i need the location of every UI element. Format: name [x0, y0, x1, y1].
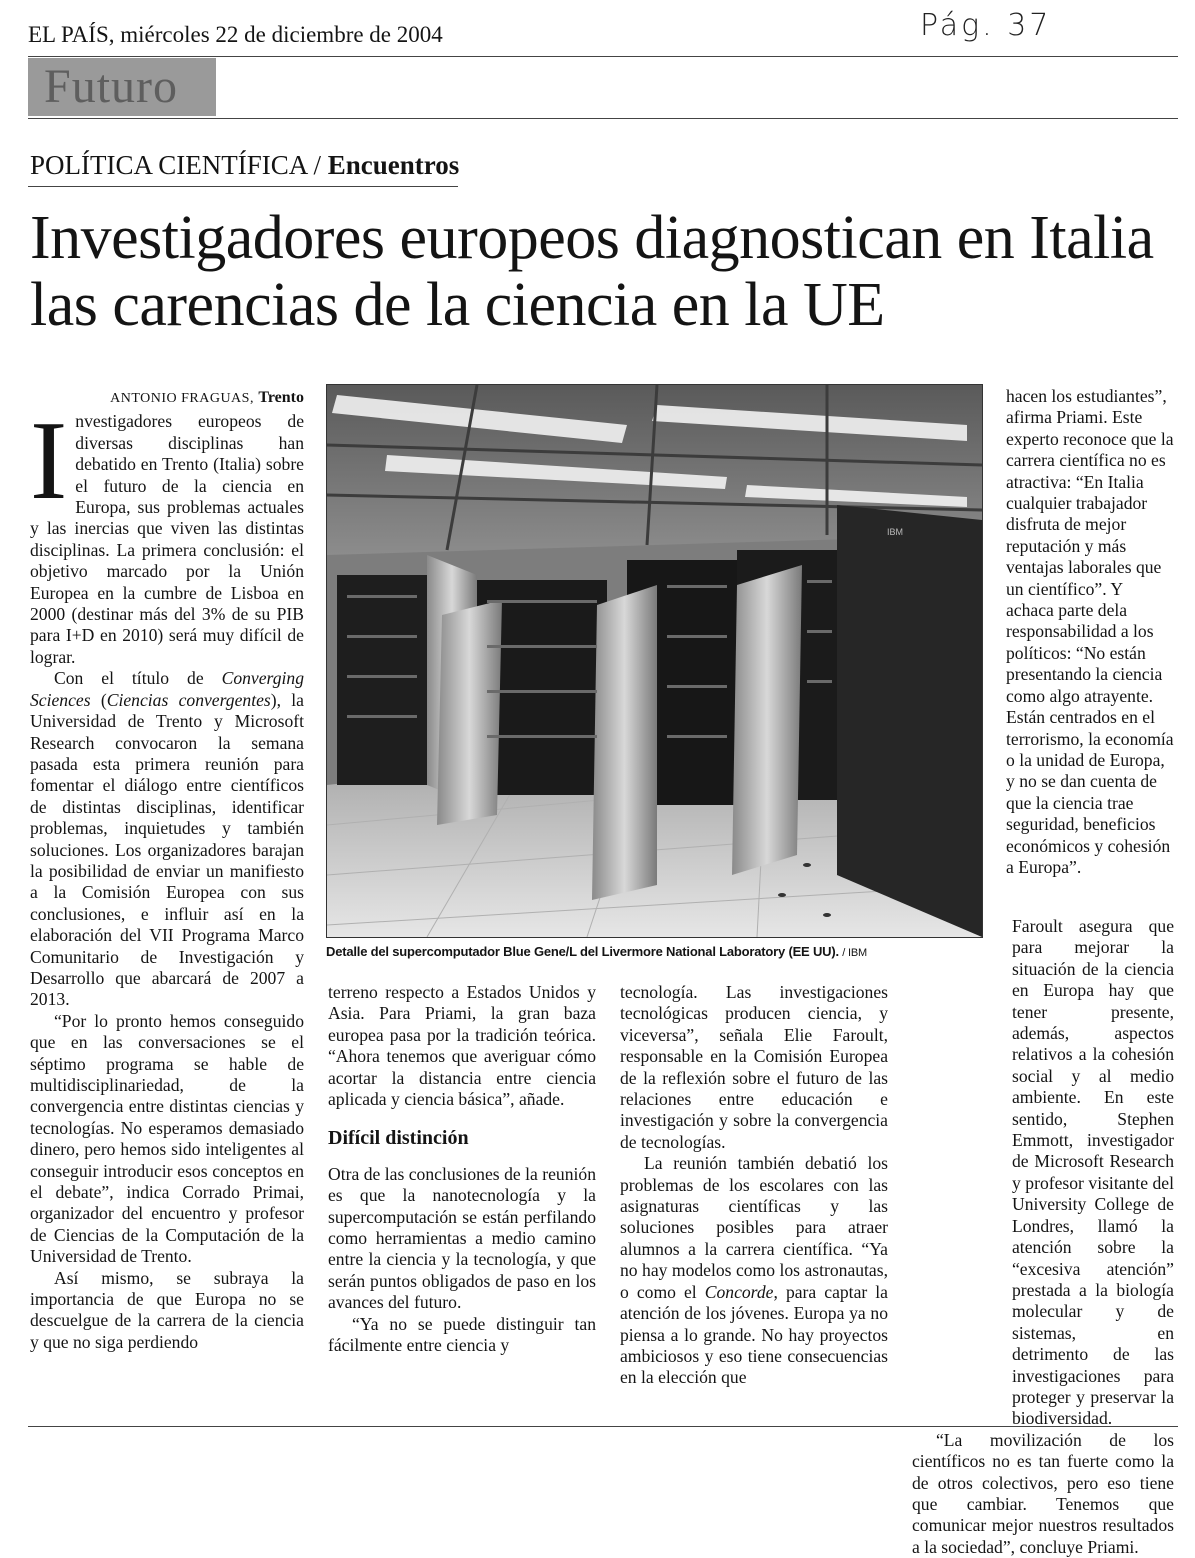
italic-title: Converging Sciences: [30, 668, 304, 710]
kicker-main: POLÍTICA CIENTÍFICA /: [30, 150, 322, 180]
byline-place: Trento: [258, 389, 304, 406]
drop-cap: I: [30, 399, 68, 524]
headline: Investigadores europeos diagnostican en Italia las carencias de la ciencia en la UE: [30, 204, 1154, 339]
ibm-logo: IBM: [887, 527, 904, 537]
paragraph: hacen los estudiantes”, afirma Priami. Este experto reconoce que la carrera científica no es atractiva: “En Italia cualquier trabajador disfruta de mejor reputación y más ventajas laborales que un científico”. Y achaca parte dela responsabilidad a los políticos: “No están presentando la ciencia como algo atrayente. Están centrados en el terrorismo, la economía o la unidad de Europa, y no se dan cuenta de que la ciencia trae seguridad, beneficios económicos y cohesión a Europa”.: [1006, 386, 1174, 877]
kicker-sub: Encuentros: [327, 150, 460, 180]
supercomputer-photo: [326, 384, 983, 938]
paragraph: Otra de las conclusiones de la reunión es que la nanotecnología y la supercomputación se están perfilando como herramientas a medio camino entre la ciencia y la tecnología, y que serán puntos obligados de paso en los avances del futuro.: [328, 1163, 596, 1313]
paragraph: tecnología. Las investigaciones tecnológicas producen ciencia, y viceversa”, señala Elie Faroult, responsable en la Comisión Europea de la reflexión sobre el futuro de las relaciones entre educación e investigación y sobre la convergencia de tecnologías.: [620, 982, 888, 1152]
section-rule: [28, 118, 1178, 119]
paragraph-text: nvestigadores europeos de diversas disciplinas han debatido en Trento (Italia) sobre el futuro de la ciencia en Europa, sus problemas actuales y las inercias que viven las distintas disciplinas. La primera conclusión: el objetivo marcado por la Unión Europea en la cumbre de Lisboa en 2000 (destinar más del 3% de su PIB para I+D en 2010) será muy difícil de lograr.: [30, 411, 304, 667]
paragraph: [30, 399, 304, 668]
paragraph-text: La reunión también debatió los problemas de los escolares con las asignaturas científicas y las soluciones posibles para atraer alumnos a la carrera científica. “Ya no hay modelos como los astronautas, o como el: [620, 1153, 888, 1302]
paragraph: terreno respecto a Estados Unidos y Asia. Para Priami, la gran baza europea pasa por la tradición teórica. “Ahora tenemos que averiguar cómo acortar la distancia entre ciencia aplicada y ciencia básica”, añade.: [328, 982, 596, 1110]
article-column-3: [620, 982, 888, 1389]
article-column-4-bottom: [912, 916, 1174, 1558]
paragraph: “Por lo pronto hemos conseguido que en las conversaciones se el séptimo programa se hable de multidisciplinariedad, de la convergencia entre distintas ciencias y tecnologías. No esperamos demasiado dinero, pero hemos sido inteligentes al conseguir introducir esos conceptos en el debate”, indica Corrado Primai, organizador del encuentro y profesor de Ciencias de la Computación de la Universidad de Trento.: [30, 1010, 304, 1267]
paragraph: Faroult asegura que para mejorar la situación de la ciencia en Europa hay que tener presente, además, aspectos relativos a la cohesión social y al medio ambiente. En este sentido, Stephen Emmott, investigador de Microsoft Research y profesor visitante del University College de Londres, llamó la atención sobre la “excesiva atención” prestada a la biología molecular y de sistemas, en detrimento de las investigaciones para proteger y preservar la biodiversidad.: [1012, 916, 1174, 1429]
italic-title: Concorde: [704, 1281, 774, 1302]
article-column-1: [30, 386, 304, 1353]
photo-caption: [326, 944, 986, 959]
byline-author: ANTONIO FRAGUAS,: [110, 391, 254, 406]
photo-credit: / IBM: [842, 947, 867, 959]
paragraph-text: (: [90, 689, 107, 710]
byline: [30, 386, 304, 409]
kicker-rule: [28, 186, 458, 187]
kicker: [30, 150, 459, 181]
paragraph: “La movilización de los científicos no es tan fuerte como la de otros colectivos, pero eso tiene que cambiar. Tenemos que comunicar mejor nuestros resultados a la sociedad”, concluye Priami.: [912, 1429, 1174, 1557]
top-rule: [28, 56, 1178, 57]
paragraph: Así mismo, se subraya la importancia de que Europa no se descuelgue de la carrera de la ciencia y que no siga perdiendo: [30, 1267, 304, 1352]
paragraph-text: Con el título de: [54, 668, 222, 689]
section-label: Futuro: [44, 60, 179, 113]
handwritten-page-note: Pág. 37: [920, 8, 1052, 43]
bottom-rule: [28, 1426, 1178, 1427]
caption-text: Detalle del supercomputador Blue Gene/L del Livermore National Laboratory (EE UU).: [326, 944, 839, 959]
paragraph-text: , para captar la atención de los jóvenes. Europa ya no piensa a lo grande. No hay proyectos ambiciosos y eso tiene consecuencias en la elección que: [620, 1281, 888, 1388]
article-column-4-top: [1006, 386, 1174, 878]
photo-illustration: [327, 385, 982, 937]
paragraph: [30, 668, 304, 1011]
italic-title: Ciencias convergentes: [106, 689, 271, 710]
paragraph-text: ), la Universidad de Trento y Microsoft Research convocaron la semana pasada esta primera reunión para fomentar el diálogo entre científicos de distintas disciplinas, identificar problemas, inquietudes y también soluciones. Los organizadores barajan la posibilidad de enviar un manifiesto a la Comisión Europea con sus conclusiones, e influir así en la elaboración del VII Programa Marco Comunitario de Investigación y Desarrollo que abarcará de 2007 a 2013.: [30, 689, 304, 1010]
article-column-2: [328, 982, 596, 1357]
subheading: Difícil distinción: [328, 1127, 469, 1150]
paragraph: “Ya no se puede distinguir tan fácilmente entre ciencia y: [328, 1313, 596, 1356]
masthead: EL PAÍS, miércoles 22 de diciembre de 2004: [28, 22, 443, 47]
paragraph: [620, 1153, 888, 1388]
